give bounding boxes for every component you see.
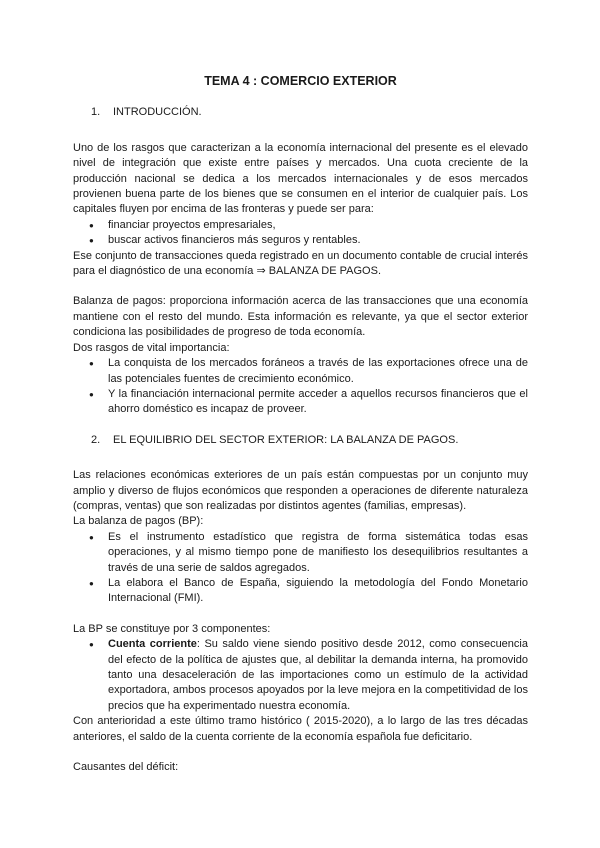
list-item: ● buscar activos financieros más seguros y rentables. (73, 233, 528, 248)
list-item: ● Es el instrumento estadístico que registra de forma sistemática todas esas operaciones, y al mismo tiempo pone de manifiesto los desequilibrios resultantes a través de una serie de saldos agregados. (73, 530, 528, 576)
list-item (73, 637, 528, 714)
bullet-list (73, 530, 528, 607)
paragraph: Balanza de pagos: proporciona información acerca de las transacciones que una economía mantiene con el resto del mundo. Esta información es relevante, ya que el sector exterior condiciona las posibilidades de progreso de toda economía. (73, 295, 528, 339)
document-page (73, 74, 528, 775)
bullet-list (73, 356, 528, 418)
paragraph: Con anterioridad a este último tramo histórico ( 2015-2020), a lo largo de las tres décadas anteriores, el saldo de la cuenta corriente de la economía española fue deficitario. (73, 715, 528, 743)
section-heading-balanza (73, 433, 528, 448)
bullet-list (73, 218, 528, 249)
paragraph: Ese conjunto de transacciones queda registrado en un documento contable de crucial interés para el diagnóstico de una economía ⇒ BALANZA DE PAGOS. (73, 249, 528, 278)
section-number: 1. (91, 106, 101, 119)
page-title: TEMA 4 : COMERCIO EXTERIOR (204, 74, 397, 88)
section-title: EL EQUILIBRIO DEL SECTOR EXTERIOR: LA BALANZA DE PAGOS. (113, 433, 459, 446)
section-heading-introduccion (73, 105, 528, 120)
paragraph: La BP se constituye por 3 componentes: (73, 622, 271, 635)
section-title: INTRODUCCIÓN. (113, 106, 202, 119)
bullet-list (73, 637, 528, 714)
list-item: ● Y la financiación internacional permite acceder a aquellos recursos financieros que el ahorro doméstico es incapaz de proveer. (73, 387, 528, 418)
paragraph: Las relaciones económicas exteriores de un país están compuestas por un conjunto muy amplio y diverso de flujos económicos que responden a operaciones de diferente naturaleza (compras, ventas) que son realizadas por distintos agentes (familias, empresas). (73, 469, 528, 512)
paragraph: Dos rasgos de vital importancia: (73, 341, 230, 354)
section-number: 2. (91, 433, 101, 446)
component-text: : Su saldo viene siendo positivo desde 2012, como consecuencia del efecto de la política de ajustes que, al debilitar la demanda interna, ha promovido tanto una desaceleración de las importaciones como un estímulo de la actividad exportadora, ambos procesos apoyados por la leve mejora en la competitividad de los precios que ha experimentado nuestra economía. (108, 638, 528, 712)
list-item: ● financiar proyectos empresariales, (73, 218, 528, 233)
list-item: ● La conquista de los mercados foráneos a través de las exportaciones ofrece una de las potenciales fuentes de crecimiento económico. (73, 356, 528, 387)
list-item: ● La elabora el Banco de España, siguiendo la metodología del Fondo Monetario Internacional (FMI). (73, 576, 528, 607)
paragraph: Uno de los rasgos que caracterizan a la economía internacional del presente es el elevado nivel de integración que existe entre países y mercados. Una cuota creciente de la producción nacional se dedica a los mercados internacionales y de esos mercados provienen buena parte de los bienes que se consumen en el interior de cualquier país. Los capitales fluyen por encima de las fronteras y puede ser para: (73, 141, 528, 216)
component-label: Cuenta corriente (108, 638, 197, 651)
paragraph: Causantes del déficit: (73, 761, 179, 774)
paragraph: La balanza de pagos (BP): (73, 515, 204, 528)
